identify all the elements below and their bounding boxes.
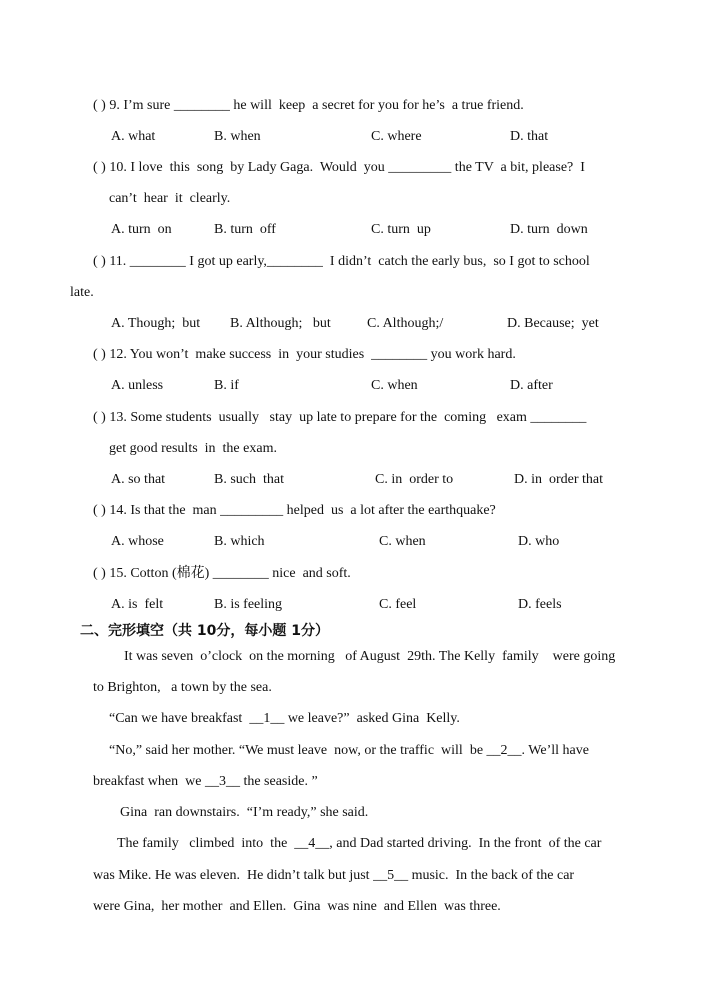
q10-option-a: A. turn on xyxy=(111,222,172,237)
q12-option-d: D. after xyxy=(510,378,553,393)
q11-option-b: B. Although; but xyxy=(230,316,331,331)
passage-line-6: Gina ran downstairs. “I’m ready,” she said. xyxy=(120,805,369,820)
question-10-stem-cont: can’t hear it clearly. xyxy=(109,191,231,206)
q13-option-b: B. such that xyxy=(214,472,284,487)
passage-line-8: was Mike. He was eleven. He didn’t talk but just __5__ music. In the back of the car xyxy=(93,868,575,883)
q13-option-a: A. so that xyxy=(111,472,166,487)
q11-option-a: A. Though; but xyxy=(111,316,201,331)
q12-option-b: B. if xyxy=(214,378,239,393)
question-11-stem: ( ) 11. ________ I got up early,________ I didn’t catch the early bus, so I got to school xyxy=(93,254,590,269)
q9-option-d: D. that xyxy=(510,129,549,144)
question-15-stem: ( ) 15. Cotton (棉花) ________ nice and soft. xyxy=(93,566,351,581)
question-11-stem-cont: late. xyxy=(70,285,94,300)
q14-option-a: A. whose xyxy=(111,534,164,549)
q15-option-b: B. is feeling xyxy=(214,597,283,612)
question-13-stem: ( ) 13. Some students usually stay up late to prepare for the coming exam ________ xyxy=(93,410,587,425)
passage-line-5: breakfast when we __3__ the seaside. ” xyxy=(93,774,318,789)
question-12-stem: ( ) 12. You won’t make success in your studies ________ you work hard. xyxy=(93,347,516,362)
passage-line-4: “No,” said her mother. “We must leave now, or the traffic will be __2__. We’ll have xyxy=(109,743,589,758)
q15-option-a: A. is felt xyxy=(111,597,164,612)
q13-option-c: C. in order to xyxy=(375,472,454,487)
q14-option-d: D. who xyxy=(518,534,560,549)
question-9-stem: ( ) 9. I’m sure ________ he will keep a secret for you for he’s a true friend. xyxy=(93,98,524,113)
passage-line-1: It was seven o’clock on the morning of August 29th. The Kelly family were going xyxy=(124,649,616,664)
q12-option-c: C. when xyxy=(371,378,418,393)
question-14-stem: ( ) 14. Is that the man _________ helped us a lot after the earthquake? xyxy=(93,503,496,518)
q9-option-b: B. when xyxy=(214,129,261,144)
question-13-stem-cont: get good results in the exam. xyxy=(109,441,277,456)
q14-option-b: B. which xyxy=(214,534,265,549)
q11-option-d: D. Because; yet xyxy=(507,316,599,331)
passage-line-2: to Brighton, a town by the sea. xyxy=(93,680,272,695)
section-heading: 二、完形填空（共 10分，每小题 1分） xyxy=(80,623,329,639)
q9-option-a: A. what xyxy=(111,129,156,144)
passage-line-3: “Can we have breakfast __1__ we leave?” asked Gina Kelly. xyxy=(109,711,460,726)
q10-option-c: C. turn up xyxy=(371,222,431,237)
q10-option-d: D. turn down xyxy=(510,222,588,237)
q15-option-d: D. feels xyxy=(518,597,562,612)
q10-option-b: B. turn off xyxy=(214,222,276,237)
q13-option-d: D. in order that xyxy=(514,472,604,487)
q12-option-a: A. unless xyxy=(111,378,164,393)
passage-line-9: were Gina, her mother and Ellen. Gina was nine and Ellen was three. xyxy=(93,899,501,914)
passage-line-7: The family climbed into the __4__, and Dad started driving. In the front of the car xyxy=(117,836,602,851)
q14-option-c: C. when xyxy=(379,534,426,549)
q11-option-c: C. Although;/ xyxy=(367,316,444,331)
q15-option-c: C. feel xyxy=(379,597,417,612)
q9-option-c: C. where xyxy=(371,129,422,144)
question-10-stem: ( ) 10. I love this song by Lady Gaga. Would you _________ the TV a bit, please? I xyxy=(93,160,585,175)
